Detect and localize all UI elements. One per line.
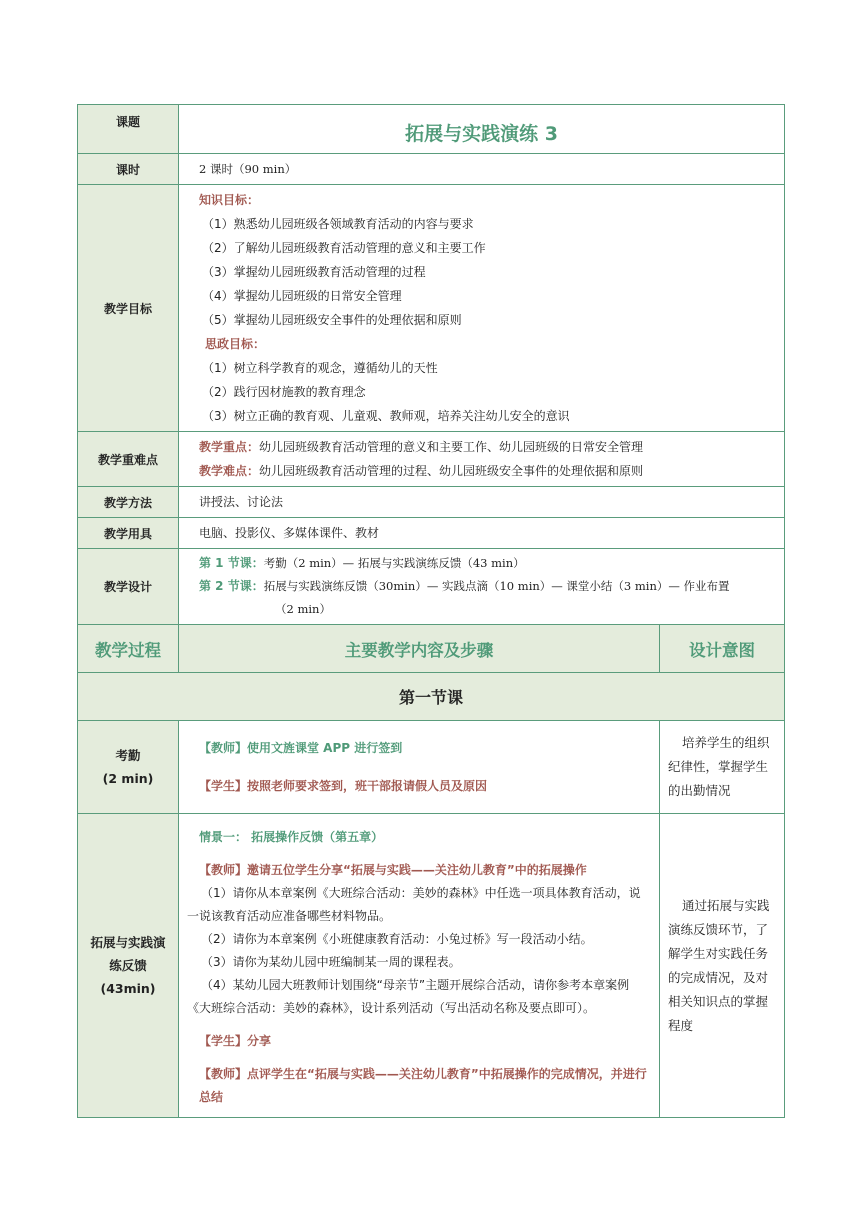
method-label: 教学方法	[78, 487, 179, 518]
design-line-2	[199, 575, 778, 598]
tools-label: 教学用具	[78, 518, 179, 549]
difficulty-text: 幼儿园班级教育活动管理的过程、幼儿园班级安全事件的处理依据和原则	[259, 464, 644, 478]
ideology-heading: 思政目标：	[205, 337, 266, 351]
keypoints-content	[179, 432, 785, 487]
attendance-label-line2: (2 min)	[102, 771, 154, 786]
topic-label: 课题	[78, 105, 179, 154]
design-row	[78, 549, 785, 625]
difficulty-tag: 教学难点：	[199, 464, 260, 478]
feedback-scene: 情景一： 拓展操作反馈（第五章）	[199, 830, 384, 844]
keypoint-line	[199, 435, 778, 459]
lesson-plan-table	[77, 104, 785, 1118]
attendance-label-line1: 考勤	[115, 748, 141, 763]
col-process-header: 教学过程	[78, 625, 179, 673]
topic-row	[78, 105, 785, 154]
col-content-header: 主要教学内容及步骤	[179, 625, 660, 673]
knowledge-item: （1）熟悉幼儿园班级各领域教育活动的内容与要求	[202, 217, 474, 231]
keypoints-row	[78, 432, 785, 487]
feedback-row	[78, 814, 785, 1118]
feedback-student-share: 【学生】分享	[199, 1034, 272, 1048]
feedback-intent: 通过拓展与实践演练反馈环节，了解学生对实践任务的完成情况，及对相关知识点的掌握程度	[660, 814, 785, 1118]
hours-value: 2 课时（90 min）	[179, 154, 785, 185]
knowledge-heading: 知识目标：	[199, 193, 260, 207]
attendance-row	[78, 721, 785, 814]
design-2-continuation: （2 min）	[275, 602, 331, 616]
ideology-item: （1）树立科学教育的观念，遵循幼儿的天性	[202, 361, 438, 375]
design-2-text: 拓展与实践演练反馈（30min）— 实践点滴（10 min）— 课堂小结（3 min）— 作业布置	[263, 579, 730, 593]
attendance-student: 【学生】按照老师要求签到，班干部报请假人员及原因	[199, 779, 488, 793]
goals-content	[179, 185, 785, 432]
process-header-row	[78, 625, 785, 673]
goals-label: 教学目标	[78, 185, 179, 432]
attendance-intent: 培养学生的组织纪律性，掌握学生的出勤情况	[660, 721, 785, 814]
feedback-item: （3）请你为某幼儿园中班编制某一周的课程表。	[201, 955, 461, 969]
design-1-tag: 第 1 节课：	[199, 556, 264, 570]
keypoint-text: 幼儿园班级教育活动管理的意义和主要工作、幼儿园班级的日常安全管理	[259, 440, 644, 454]
design-line-1	[199, 552, 778, 575]
method-value: 讲授法、讨论法	[179, 487, 785, 518]
design-label: 教学设计	[78, 549, 179, 625]
feedback-label	[78, 814, 179, 1118]
feedback-label-line1: 拓展与实践演	[90, 935, 166, 950]
knowledge-item: （4）掌握幼儿园班级的日常安全管理	[202, 289, 402, 303]
feedback-item: （4）某幼儿园大班教师计划围绕“母亲节”主题开展综合活动，请你参考本章案例《大班综合活动：美妙的森林》，设计系列活动（写出活动名称及要点即可）。	[187, 978, 630, 1015]
feedback-teacher-review: 【教师】点评学生在“拓展与实践——关注幼儿教育”中拓展操作的完成情况，并进行总结	[199, 1067, 647, 1104]
feedback-item: （2）请你为本章案例《小班健康教育活动：小兔过桥》写一段活动小结。	[201, 932, 593, 946]
feedback-label-line3: (43min)	[100, 981, 156, 996]
knowledge-item: （2）了解幼儿园班级教育活动管理的意义和主要工作	[202, 241, 486, 255]
feedback-item: （1）请你从本章案例《大班综合活动：美妙的森林》中任选一项具体教育活动，说一说该教育活动应准备哪些材料物品。	[187, 886, 641, 923]
attendance-teacher: 【教师】使用文旌课堂 APP 进行签到	[199, 741, 403, 755]
tools-row	[78, 518, 785, 549]
tools-value: 电脑、投影仪、多媒体课件、教材	[179, 518, 785, 549]
design-content	[179, 549, 785, 625]
keypoint-tag: 教学重点：	[199, 440, 260, 454]
lesson-plan	[77, 104, 784, 1118]
knowledge-item: （3）掌握幼儿园班级教育活动管理的过程	[202, 265, 426, 279]
col-intent-header: 设计意图	[660, 625, 785, 673]
keypoints-label: 教学重难点	[78, 432, 179, 487]
attendance-label	[78, 721, 179, 814]
knowledge-item: （5）掌握幼儿园班级安全事件的处理依据和原则	[202, 313, 462, 327]
section-row	[78, 673, 785, 721]
feedback-teacher-invite: 【教师】邀请五位学生分享“拓展与实践——关注幼儿教育”中的拓展操作	[199, 863, 587, 877]
design-2-tag: 第 2 节课：	[199, 579, 264, 593]
attendance-content	[179, 721, 660, 814]
method-row	[78, 487, 785, 518]
ideology-item: （2）践行因材施教的教育理念	[202, 385, 366, 399]
ideology-item: （3）树立正确的教育观、儿童观、教师观，培养关注幼儿安全的意识	[202, 409, 570, 423]
feedback-label-line2: 练反馈	[109, 958, 147, 973]
hours-row	[78, 154, 785, 185]
hours-label: 课时	[78, 154, 179, 185]
page-title: 拓展与实践演练 3	[179, 105, 785, 154]
feedback-content	[179, 814, 660, 1118]
design-1-text: 考勤（2 min）— 拓展与实践演练反馈（43 min）	[263, 556, 525, 570]
section-title: 第一节课	[78, 673, 785, 721]
goals-row	[78, 185, 785, 432]
difficulty-line	[199, 459, 778, 483]
